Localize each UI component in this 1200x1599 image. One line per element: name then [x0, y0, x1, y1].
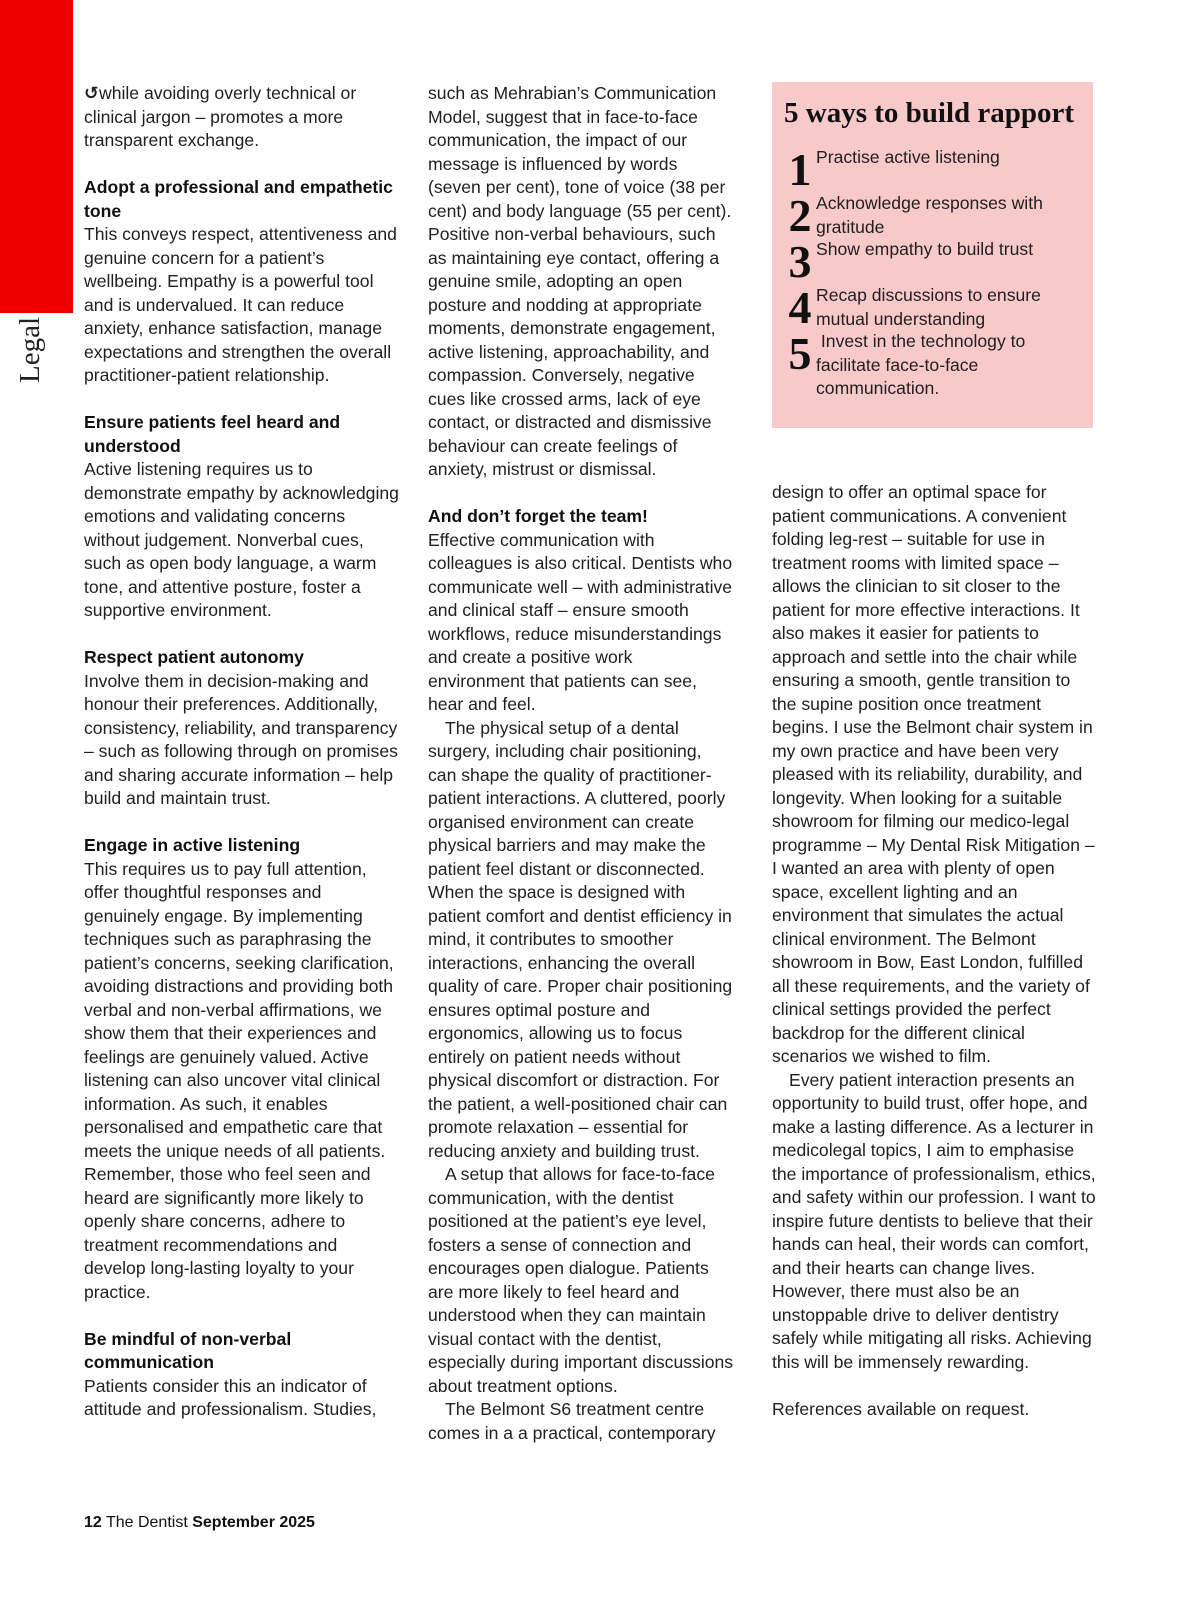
publication-name: The Dentist	[105, 1514, 188, 1531]
subheading: And don’t forget the team!	[428, 506, 648, 526]
subheading: Ensure patients feel heard and understood	[84, 412, 341, 456]
tip-text: Show empathy to build trust	[816, 239, 1034, 259]
tip-number: 1	[788, 144, 812, 195]
article-column-2	[428, 82, 734, 1445]
paragraph: Involve them in decision-making and honour their preferences. Additionally, consistency, reliability, and transparency – such as following through on promises and sharing accurate information – help build and maintain trust.	[84, 670, 398, 808]
tip-number: 4	[788, 282, 812, 333]
tip-item	[784, 282, 1081, 333]
paragraph: Active listening requires us to demonstrate empathy by acknowledging emotions and validating concerns without judgement. Nonverbal cues, such as open body language, a warm tone, and attentive posture, foster a supportive environment.	[84, 459, 399, 620]
continued-arrow-icon: ↺	[84, 83, 99, 103]
paragraph: The physical setup of a dental surgery, including chair positioning, can shape the quality of practitioner-patient interactions. A cluttered, poorly organised environment can create physical barriers and may make the patient feel distant or disconnected. When the space is designed with patient comfort and dentist efficiency in mind, it contributes to smoother interactions, enhancing the overall quality of care. Proper chair positioning ensures optimal posture and ergonomics, allowing us to focus entirely on patient needs without physical discomfort or distraction. For the patient, a well-positioned chair can promote relaxation – essential for reducing anxiety and building trust.	[428, 717, 733, 1161]
paragraph: such as Mehrabian’s Communication Model, suggest that in face-to-face communication, the impact of our message is influenced by words (seven per cent), tone of voice (38 per cent) and body language (55 per cent). Positive non-verbal behaviours, such as maintaining eye contact, offering a genuine smile, adopting an open posture and nodding at appropriate moments, demonstrate engagement, active listening, approachability, and compassion. Conversely, negative cues like crossed arms, lack of eye contact, or distracted and dismissive behaviour can create feelings of anxiety, mistrust or dismissal.	[428, 83, 732, 479]
paragraph: Patients consider this an indicator of attitude and professionalism. Studies,	[84, 1375, 377, 1419]
tip-item	[784, 144, 1081, 195]
paragraph: This conveys respect, attentiveness and genuine concern for a patient’s wellbeing. Empathy is a powerful tool and is undervalued. It can reduce anxiety, enhance satisfaction, manage expectations and strengthen the overall practitioner-patient relationship.	[84, 224, 397, 385]
tip-text: Recap discussions to ensure mutual understanding	[816, 285, 1041, 329]
article-column-3	[772, 481, 1097, 1421]
rapport-tips-box	[772, 82, 1093, 428]
tip-item	[784, 330, 1081, 401]
tip-text: Invest in the technology to facilitate face-to-face communication.	[816, 331, 1031, 398]
page-footer	[84, 1514, 315, 1532]
paragraph: This requires us to pay full attention, offer thoughtful responses and genuinely engage. By implementing techniques such as paraphrasing the patient’s concerns, seeking clarification, avoiding distractions and providing both verbal and non-verbal affirmations, we show them that their experiences and feelings are genuinely valued. Active listening can also uncover vital clinical information. As such, it enables personalised and empathetic care that meets the unique needs of all patients. Remember, those who feel seen and heard are significantly more likely to openly share concerns, adhere to treatment recommendations and develop long-lasting loyalty to your practice.	[84, 858, 394, 1302]
continued-paragraph: ↺while avoiding overly technical or clinical jargon – promotes a more transparent exchange.	[84, 83, 357, 150]
tip-number: 3	[788, 236, 812, 287]
tip-number: 5	[788, 328, 812, 379]
page-number: 12	[84, 1514, 102, 1531]
paragraph: Every patient interaction presents an opportunity to build trust, offer hope, and make a lasting difference. As a lecturer in medicolegal topics, I aim to emphasise the importance of professionalism, ethics, and safety within our profession. I want to inspire future dentists to believe that their hands can heal, their words can comfort, and their hearts can change lives. However, there must also be an unstoppable drive to deliver dentistry safely while mitigating all risks. Achieving this will be immensely rewarding.	[772, 1069, 1096, 1372]
box-title: 5 ways to build rapport	[784, 97, 1075, 129]
references-note: References available on request.	[772, 1398, 1030, 1419]
subheading: Adopt a professional and empathetic tone	[84, 177, 393, 221]
section-label: Legal	[14, 316, 46, 383]
tip-text: Acknowledge responses with gratitude	[816, 193, 1043, 237]
issue-date: September 2025	[192, 1514, 315, 1531]
tip-item	[784, 236, 1081, 287]
subheading: Respect patient autonomy	[84, 647, 304, 667]
section-color-bar	[0, 0, 73, 313]
paragraph: design to offer an optimal space for patient communications. A convenient folding leg-rest – suitable for use in treatment rooms with limited space – allows the clinician to sit closer to the patient for more effective interactions. It also makes it easier for patients to approach and settle into the chair while ensuring a smooth, gentle transition to the supine position once treatment begins. I use the Belmont chair system in my own practice and have been very pleased with its reliability, durability, and longevity. When looking for a suitable showroom for filming our medico-legal programme – My Dental Risk Mitigation – I wanted an area with plenty of open space, excellent lighting and an environment that simulates the actual clinical environment. The Belmont showroom in Bow, East London, fulfilled all these requirements, and the variety of clinical settings provided the perfect backdrop for the different clinical scenarios we wished to film.	[772, 482, 1095, 1066]
tip-text: Practise active listening	[816, 147, 1000, 167]
tip-number: 2	[788, 190, 812, 241]
tip-item	[784, 190, 1081, 241]
subheading: Be mindful of non-verbal communication	[84, 1328, 292, 1372]
paragraph: A setup that allows for face-to-face communication, with the dentist positioned at the patient’s eye level, fosters a sense of connection and encourages open dialogue. Patients are more likely to feel heard and understood when they can maintain visual contact with the dentist, especially during important discussions about treatment options.	[428, 1164, 734, 1396]
article-column-1	[84, 82, 400, 1422]
paragraph: Effective communication with colleagues is also critical. Dentists who communicate well – with administrative and clinical staff – ensure smooth workflows, reduce misunderstandings and create a positive work environment that patients can see, hear and feel.	[428, 529, 733, 714]
paragraph: The Belmont S6 treatment centre comes in a a practical, contemporary	[428, 1399, 716, 1443]
subheading: Engage in active listening	[84, 835, 301, 855]
